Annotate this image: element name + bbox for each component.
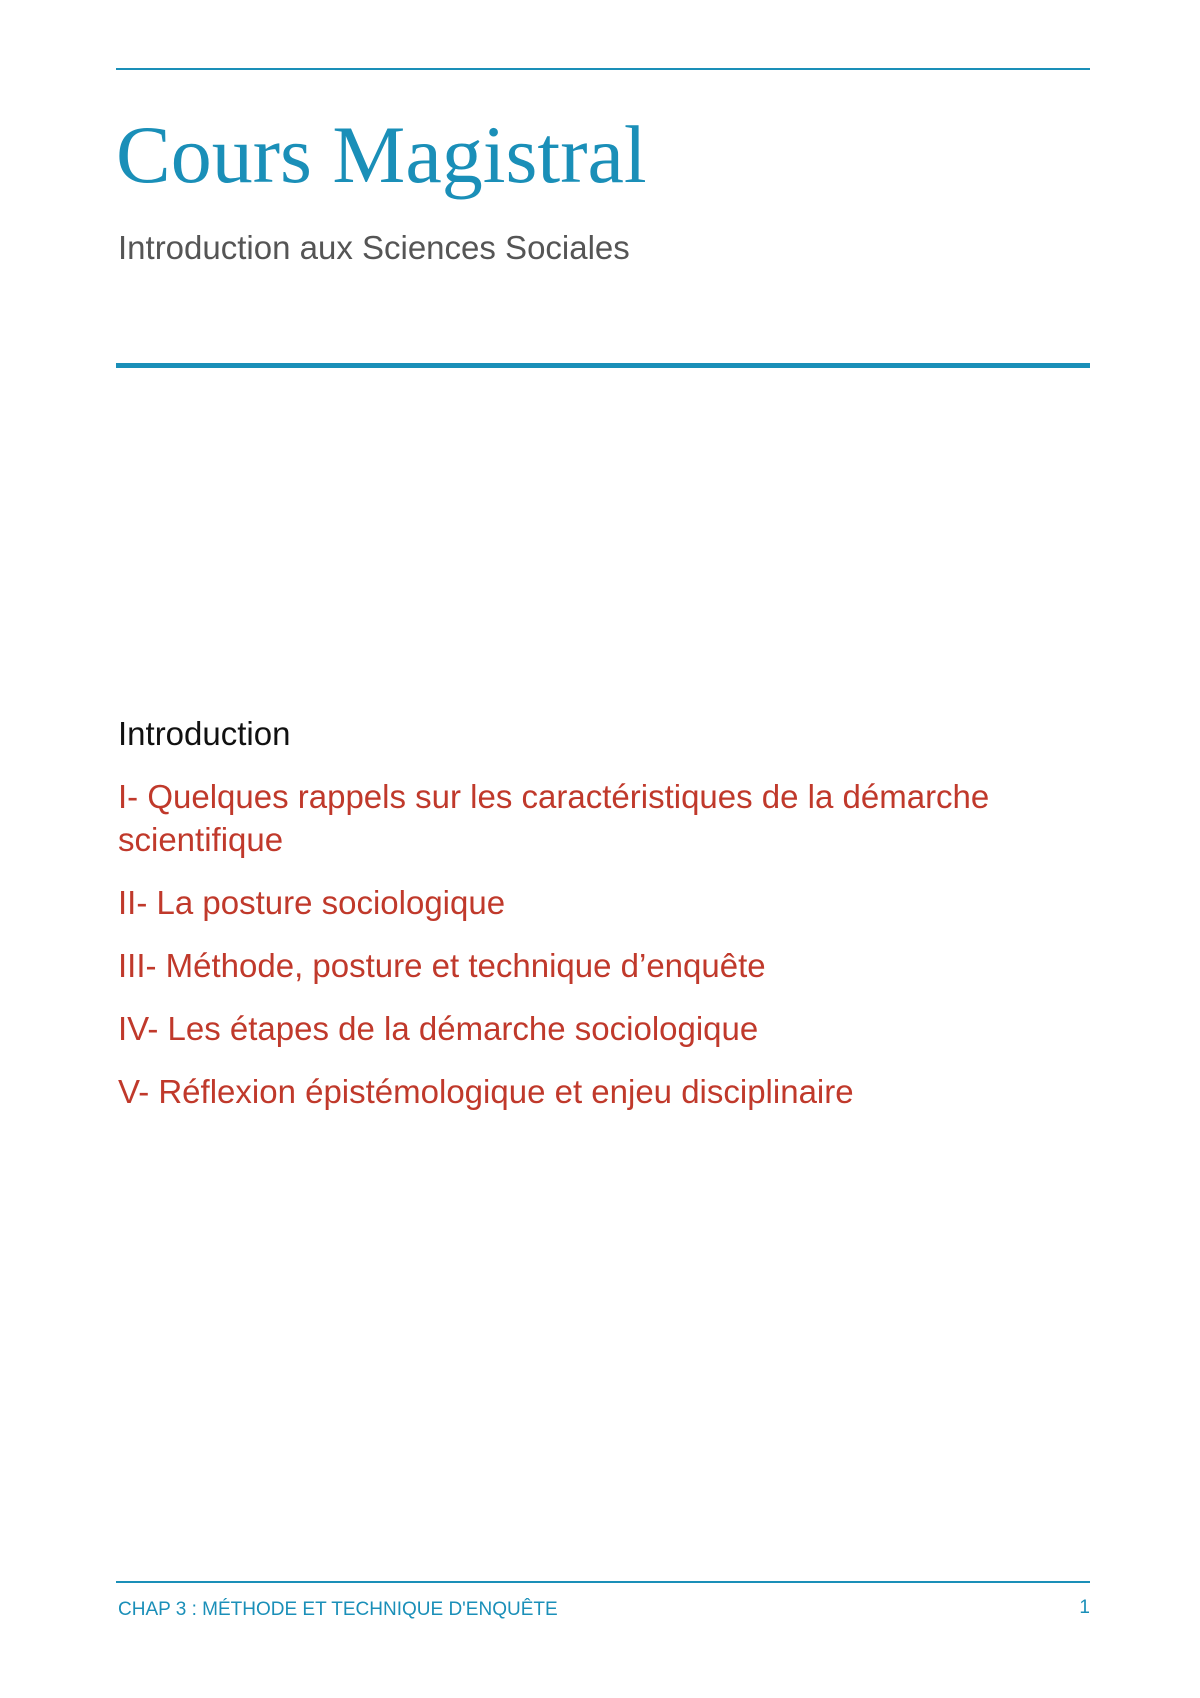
toc-item-section-5: V- Réflexion épistémologique et enjeu disciplinaire <box>118 1073 854 1110</box>
footer-page-number: 1 <box>1079 1597 1090 1618</box>
toc-item-section-4: IV- Les étapes de la démarche sociologique <box>118 1010 759 1047</box>
table-of-contents <box>118 712 1078 1133</box>
toc-item-section-1: I- Quelques rappels sur les caractéristiques de la démarche scientifique <box>118 778 990 858</box>
top-divider <box>116 68 1090 70</box>
footer-chapter-label: CHAP 3 : MÉTHODE ET TECHNIQUE D'ENQUÊTE <box>118 1599 558 1620</box>
page-title: Cours Magistral <box>116 109 647 200</box>
toc-item-section-3: III- Méthode, posture et technique d’enquête <box>118 947 766 984</box>
page-subtitle: Introduction aux Sciences Sociales <box>118 229 630 266</box>
footer-divider <box>116 1581 1090 1583</box>
toc-item-section-2: II- La posture sociologique <box>118 884 506 921</box>
toc-item-introduction: Introduction <box>118 715 291 752</box>
header-divider <box>116 363 1090 368</box>
